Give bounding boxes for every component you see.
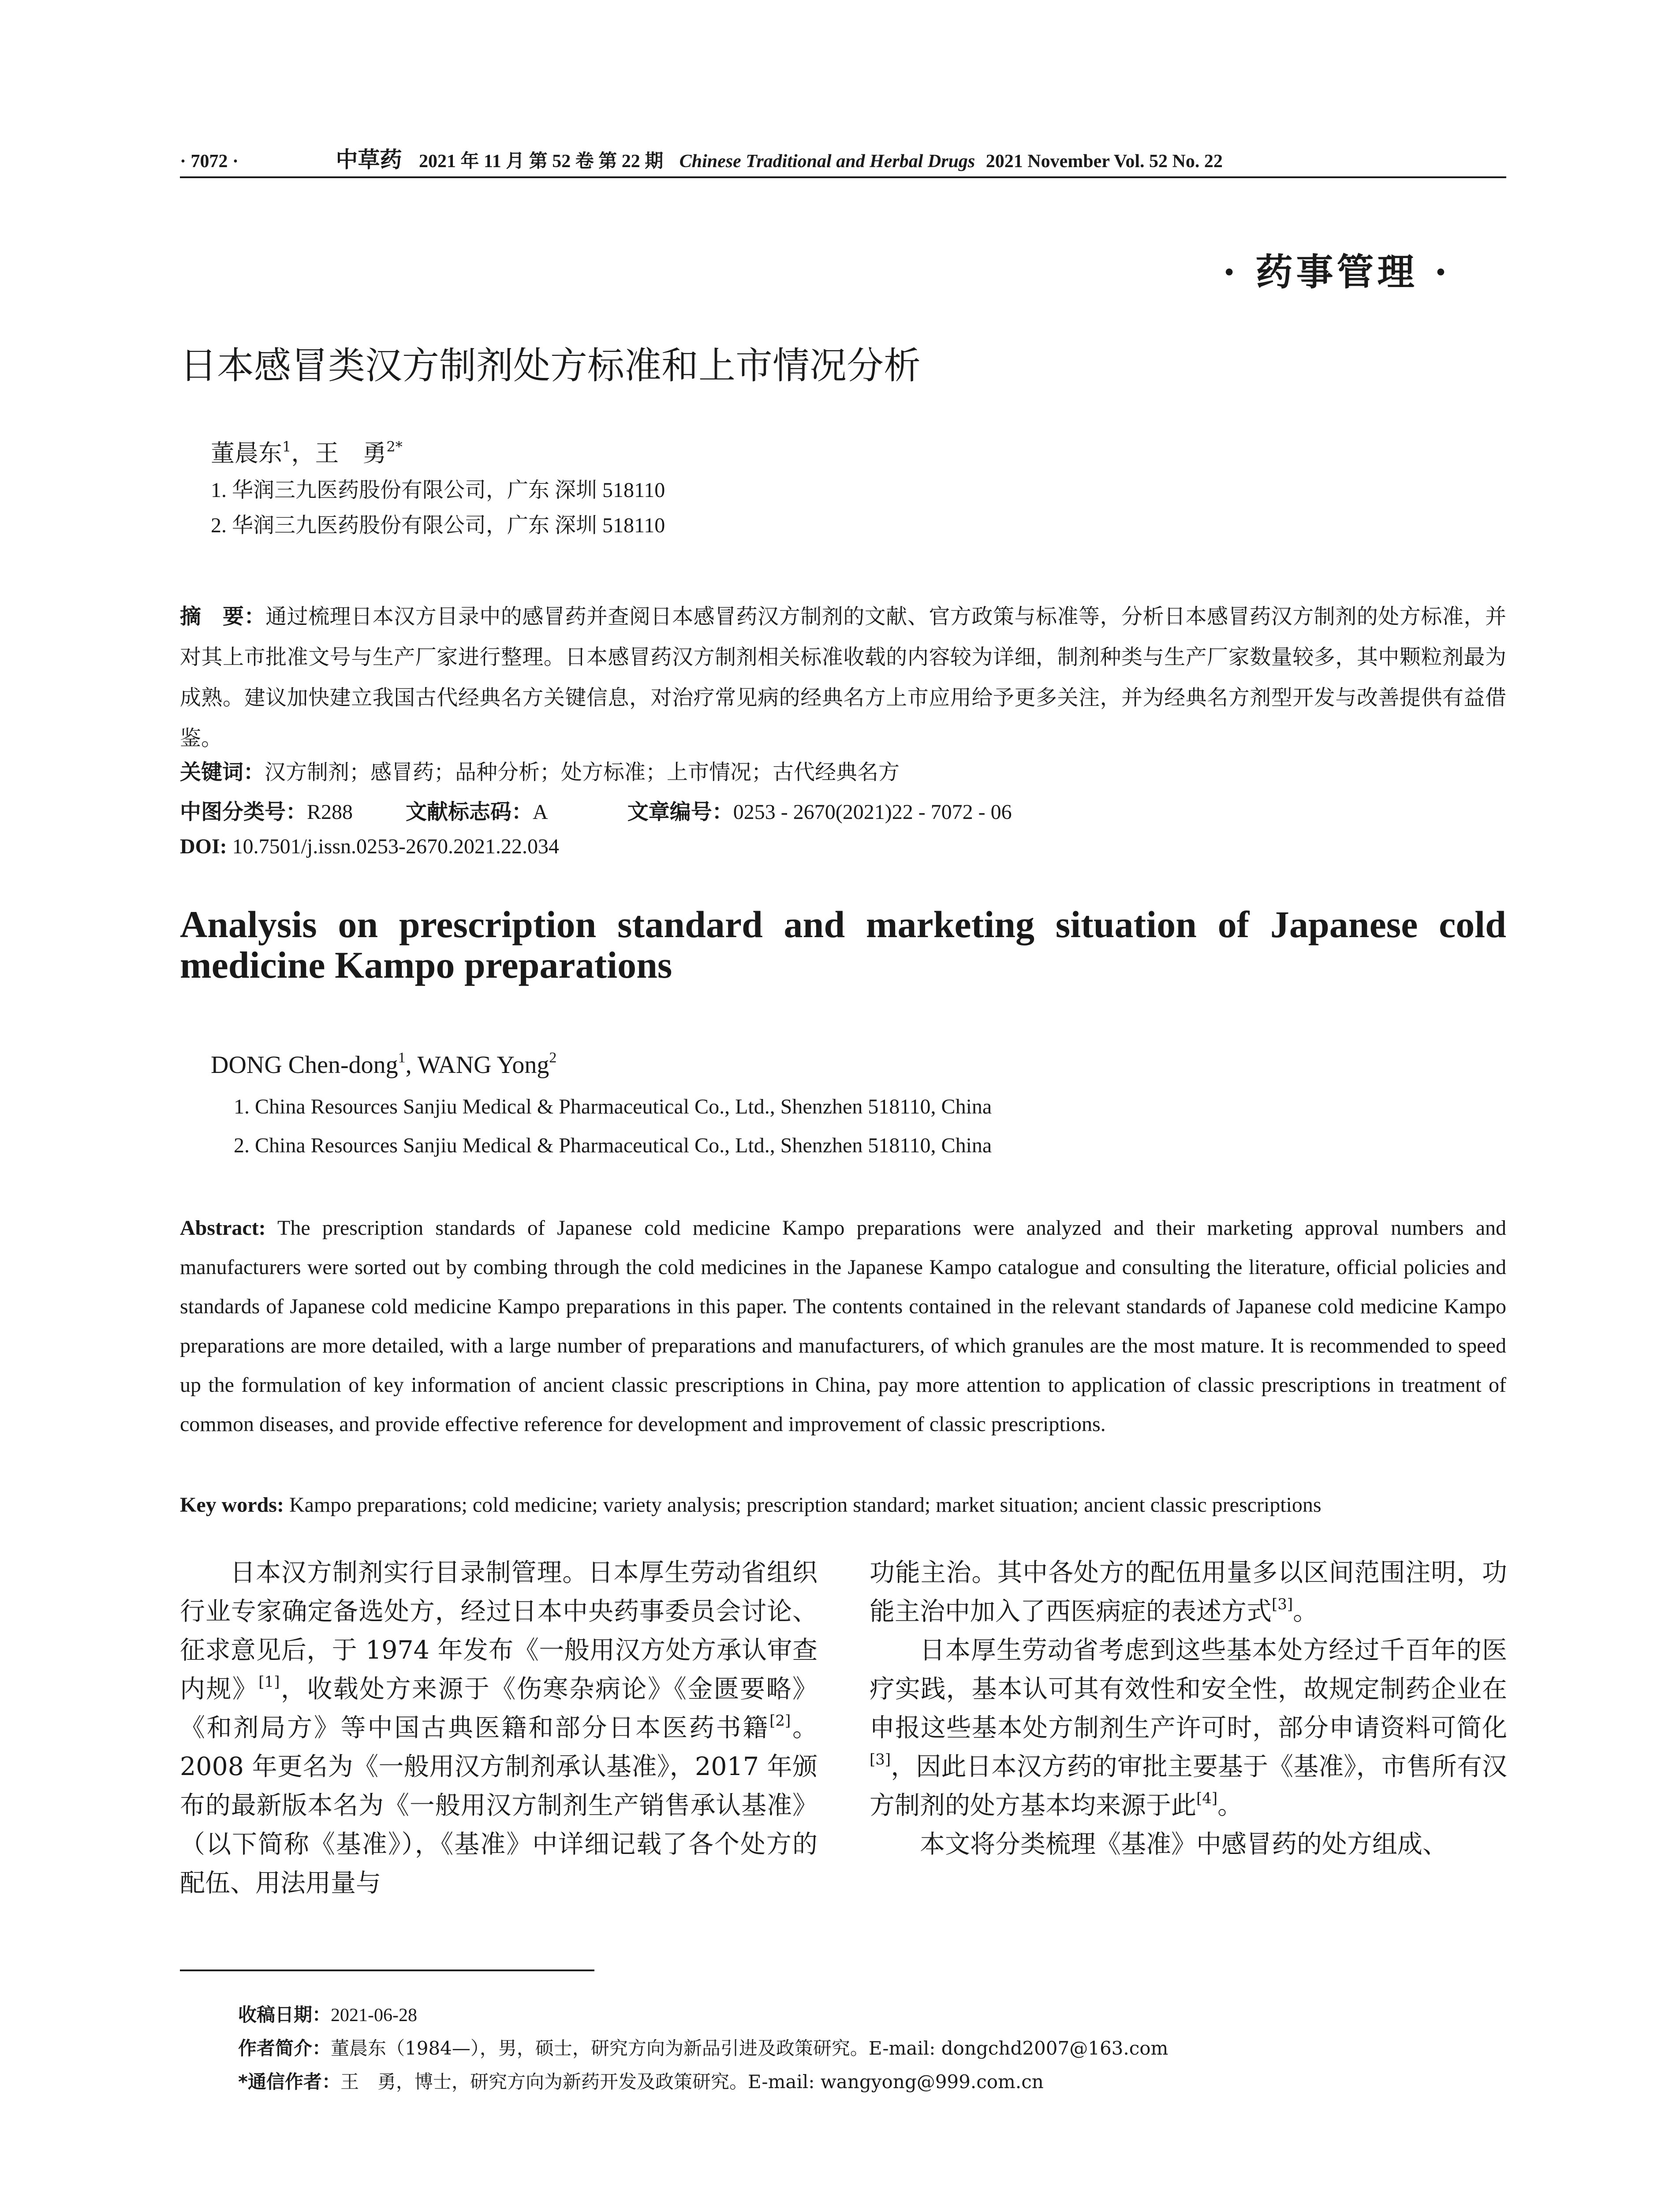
column-label: · 药事管理 · [1223,250,1451,294]
footnote-author-bio [238,2034,1168,2060]
abstract-cn-label: 摘 要： [180,604,266,629]
affiliation-en-2: 2. China Resources Sanjiu Medical & Pharmaceutical Co., Ltd., Shenzhen 518110, China [234,1134,992,1157]
title-en-line-1: Analysis on prescription standard and marketing situation of Japanese cold [180,903,1506,946]
keywords-cn-text: 汉方制剂；感冒药；品种分析；处方标准；上市情况；古代经典名方 [265,760,900,785]
corresponding-label: *通信作者： [238,2071,340,2093]
author-en-separator: , [405,1051,418,1079]
article-number-label: 文章编号： [627,800,733,824]
author-1-en: DONG Chen-dong [211,1051,398,1079]
keywords-cn-label: 关键词： [180,760,265,785]
header-rule [180,176,1506,178]
running-header [180,142,1506,177]
author-2-en-sup: 2 [549,1050,557,1066]
abstract-en-label: Abstract: [180,1216,266,1240]
body-text: ，因此日本汉方药的审批主要基于《基准》，市售所有汉方制剂的处方基本均来源于此 [870,1752,1507,1820]
keywords-en-text: Kampo preparations; cold medicine; variety analysis; prescription standard; market situation; ancient classic prescriptions [289,1493,1322,1517]
body-paragraph [870,1825,1507,1864]
keywords-en [180,1493,1506,1517]
footnote-received [238,2000,417,2027]
author-bio-label: 作者简介： [238,2037,331,2059]
citation-ref[interactable]: [4] [1196,1790,1218,1807]
author-1-cn: 董晨东 [211,439,282,467]
citation-ref[interactable]: [3] [1272,1596,1293,1613]
abstract-cn-text: 通过梳理日本汉方目录中的感冒药并查阅日本感冒药汉方制剂的文献、官方政策与标准等，分析日本感冒药汉方制剂的处方标准，并对其上市批准文号与生产厂家进行整理。日本感冒药汉方制剂相关标准收载的内容较为详细，制剂种类与生产厂家数量较多，其中颗粒剂最为成熟。建议加快建立我国古代经典名方关键信息，对治疗常见病的经典名方上市应用给予更多关注，并为经典名方剂型开发与改善提供有益借鉴。 [180,604,1506,751]
issue-date-en: 2021 November Vol. 52 No. 22 [986,151,1223,172]
issue-date-cn: 2021 年 11 月 第 52 卷 第 22 期 [419,151,664,172]
citation-ref[interactable]: [1] [258,1673,280,1691]
author-2-cn: 王 勇 [315,439,387,467]
affiliation-cn-1: 1. 华润三九医药股份有限公司，广东 深圳 518110 [211,478,665,502]
authors-cn [211,434,403,468]
affiliation-cn-2: 2. 华润三九医药股份有限公司，广东 深圳 518110 [211,514,665,537]
journal-name-en: Chinese Traditional and Herbal Drugs [679,151,975,172]
classification-line [180,795,1012,825]
doi-label: DOI: [180,835,227,858]
citation-ref[interactable]: [2] [769,1712,791,1730]
keywords-en-label: Key words: [180,1493,284,1517]
article-number-value: 0253 - 2670(2021)22 - 7072 - 06 [733,800,1012,824]
abstract-cn [180,596,1506,759]
body-text: 本文将分类梳理《基准》中感冒药的处方组成、 [920,1830,1448,1859]
received-label: 收稿日期： [238,2004,331,2026]
body-text: 。 [1217,1791,1243,1820]
affiliation-en-1: 1. China Resources Sanjiu Medical & Pharmaceutical Co., Ltd., Shenzhen 518110, China [234,1095,992,1118]
body-text: 。2008 年更名为《一般用汉方制剂承认基准》，2017 年颁布的最新版本名为《一般用汉方制剂生产销售承认基准》（以下简称《基准》），《基准》中详细记载了各个处方的配伍、用法用量与 [180,1713,818,1898]
received-date: 2021-06-28 [331,2005,417,2026]
doi-link[interactable]: 10.7501/j.issn.0253-2670.2021.22.034 [232,835,560,858]
citation-ref[interactable]: [3] [870,1751,891,1768]
abstract-en-text: The prescription standards of Japanese cold medicine Kampo preparations were analyzed and their marketing approval numbers and manufacturers were sorted out by combing through the cold medicines in the Japanese Kampo catalogue and consulting the literature, official policies and standards of Japanese cold medicine Kampo preparations in this paper. The contents contained in the relevant standards of Japanese cold medicine Kampo preparations are more detailed, with a large number of preparations and manufacturers, of which granules are the most mature. It is recommended to speed up the formulation of key information of ancient classic prescriptions in China, pay more attention to application of classic prescriptions in treatment of common diseases, and provide effective reference for development and improvement of classic prescriptions. [180,1216,1507,1436]
doi-line [180,834,559,859]
body-paragraph [870,1553,1507,1631]
doc-code-value: A [533,800,548,824]
clc-label: 中图分类号： [180,800,307,824]
body-text: 日本厚生劳动省考虑到这些基本处方经过千百年的医疗实践，基本认可其有效性和安全性，故规定制药企业在申报这些基本处方制剂生产许可时，部分申请资料可简化 [870,1636,1507,1742]
author-1-en-sup: 1 [398,1050,406,1066]
body-text: ，收载处方来源于《伤寒杂病论》《金匮要略》《和剂局方》等中国古典医籍和部分日本医药书籍 [180,1674,818,1742]
doc-code-label: 文献标志码： [406,800,533,824]
body-column-right [870,1553,1507,1864]
body-paragraph [180,1553,818,1902]
body-text: 。 [1293,1597,1318,1626]
author-1-sup: 1 [282,438,291,455]
footnote-corresponding [238,2067,1044,2094]
page-title-en [180,904,1506,985]
journal-name-cn: 中草药 [336,147,402,172]
abstract-en [180,1208,1506,1444]
author-bio-text: 董晨东（1984—），男，硕士，研究方向为新品引进及政策研究。E-mail: dongchd2007@163.com [331,2037,1169,2059]
author-separator: ， [291,439,315,467]
page-title-cn: 日本感冒类汉方制剂处方标准和上市情况分析 [180,344,921,387]
author-2-sup: 2* [386,438,403,455]
keywords-cn [180,755,900,785]
body-column-left [180,1553,818,1902]
authors-en [211,1050,556,1079]
title-en-line-2: medicine Kampo preparations [180,944,672,986]
body-paragraph [870,1631,1507,1825]
page-number: · 7072 · [180,151,239,172]
body-text: 日本汉方制剂实行目录制管理。日本厚生劳动省组织行业专家确定备选处方，经过日本中央药事委员会讨论、征求意见后，于 1974 年发布《一般用汉方处方承认审查内规》 [180,1558,818,1704]
footnote-rule [180,1970,594,1971]
corresponding-text: 王 勇，博士，研究方向为新药开发及政策研究。E-mail: wangyong@999.com.cn [340,2071,1044,2093]
clc-value: R288 [307,800,353,824]
author-2-en: WANG Yong [417,1051,549,1079]
body-text: 功能主治。其中各处方的配伍用量多以区间范围注明，功能主治中加入了西医病症的表述方式 [870,1558,1507,1626]
